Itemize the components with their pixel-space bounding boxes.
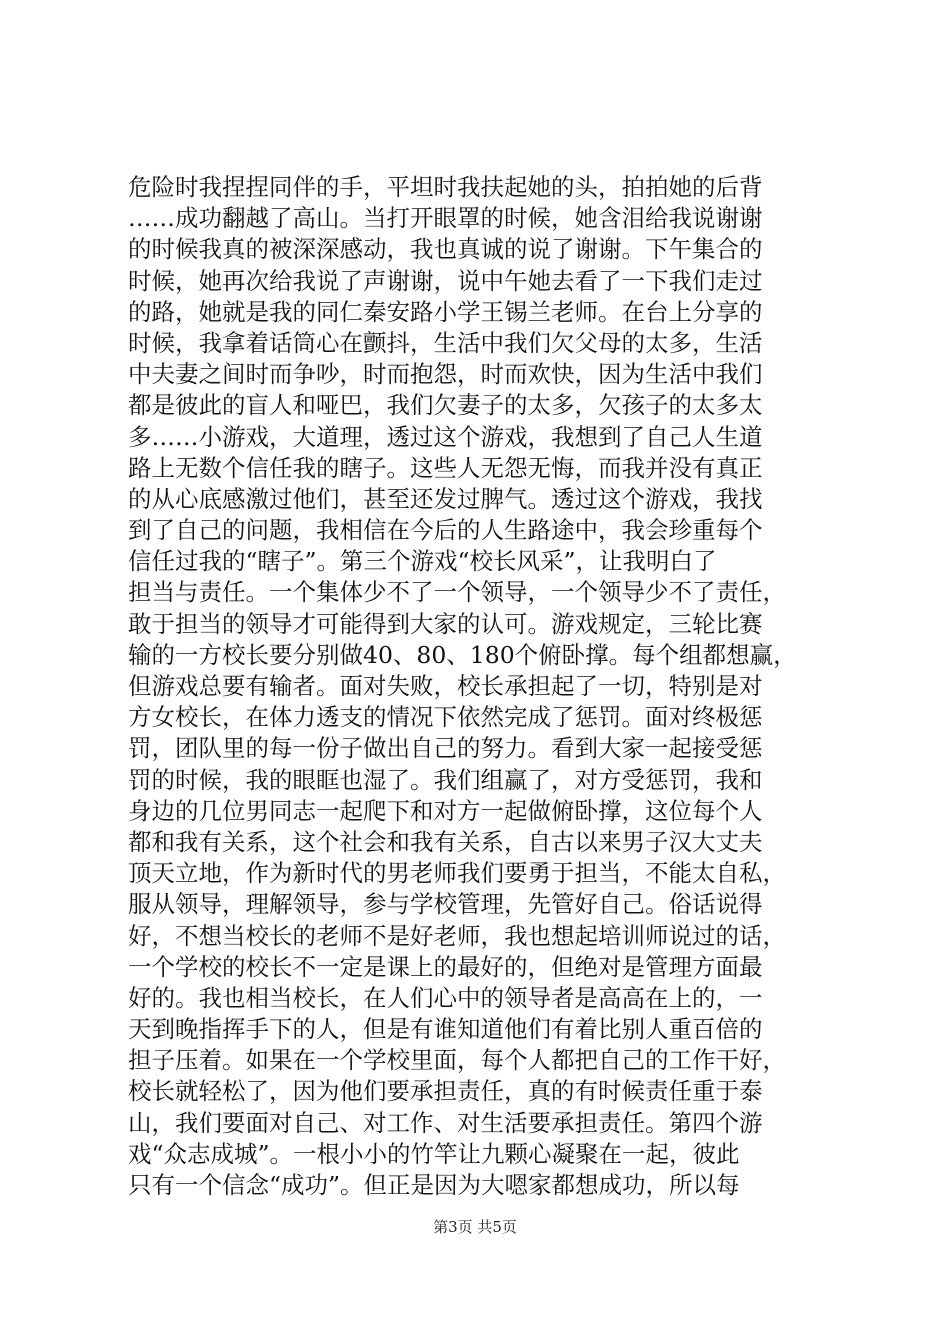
text-line: 多……小游戏，大道理，透过这个游戏，我想到了自己人生道 — [128, 422, 763, 451]
text-line: 敢于担当的领导才可能得到大家的认可。游戏规定，三轮比赛 — [128, 609, 763, 638]
text-line: 到了自己的问题，我相信在今后的人生路途中，我会珍重每个 — [128, 516, 763, 545]
text-line: 顶天立地，作为新时代的男老师我们要勇于担当，不能太自私， — [128, 859, 786, 888]
text-line: 好，不想当校长的老师不是好老师，我也想起培训师说过的话， — [128, 921, 786, 950]
text-line: 服从领导，理解领导，参与学校管理，先管好自己。俗话说得 — [128, 890, 763, 919]
text-line: 罚，团队里的每一份子做出自己的努力。看到大家一起接受惩 — [128, 734, 763, 763]
text-line: 输的一方校长要分别做40、80、180个俯卧撑。每个组都想赢， — [128, 640, 797, 669]
text-line: 时候，我拿着话筒心在颤抖，生活中我们欠父母的太多，生活 — [128, 328, 763, 357]
text-line: 的从心底感激过他们，甚至还发过脾气。透过这个游戏，我找 — [128, 484, 763, 513]
text-line: 身边的几位男同志一起爬下和对方一起做俯卧撑，这位每个人 — [128, 796, 763, 825]
text-line: 都和我有关系，这个社会和我有关系，自古以来男子汉大丈夫 — [128, 827, 763, 856]
text-line: 担子压着。如果在一个学校里面，每个人都把自己的工作干好， — [128, 1046, 786, 1075]
text-line: 天到晚指挥手下的人，但是有谁知道他们有着比别人重百倍的 — [128, 1015, 763, 1044]
text-line: 路上无数个信任我的瞎子。这些人无怨无悔，而我并没有真正 — [128, 453, 763, 482]
text-line: 但游戏总要有输者。面对失败，校长承担起了一切，特别是对 — [128, 672, 763, 700]
text-line: 中夫妻之间时而争吵，时而抱怨，时而欢快，因为生活中我们 — [128, 360, 763, 389]
text-line: 的时候我真的被深深感动，我也真诚的说了谢谢。下午集合的 — [128, 235, 763, 264]
text-line: 都是彼此的盲人和哑巴，我们欠妻子的太多，欠孩子的太多太 — [128, 391, 763, 420]
text-line: 一个学校的校长不一定是课上的最好的，但绝对是管理方面最 — [128, 952, 763, 981]
text-line: ……成功翻越了高山。当打开眼罩的时候，她含泪给我说谢谢 — [128, 204, 763, 233]
text-line: 的路，她就是我的同仁秦安路小学王锡兰老师。在台上分享的 — [128, 297, 763, 326]
text-line: 只有一个信念“成功”。但正是因为大嗯家都想成功，所以每 — [128, 1171, 740, 1199]
body-text — [128, 172, 828, 1201]
text-line: 罚的时候，我的眼眶也湿了。我们组赢了，对方受惩罚，我和 — [128, 765, 763, 794]
text-line: 信任过我的“瞎子”。第三个游戏“校长风采”，让我明白了 — [128, 547, 717, 576]
text-line: 危险时我捏捏同伴的手，平坦时我扶起她的头，拍拍她的后背 — [128, 173, 763, 201]
text-line: 时候，她再次给我说了声谢谢，说中午她去看了一下我们走过 — [128, 266, 763, 295]
text-line: 方女校长，在体力透支的情况下依然完成了惩罚。面对终极惩 — [128, 703, 763, 732]
page-footer: 第3页 共5页 — [433, 1218, 517, 1236]
text-line: 担当与责任。一个集体少不了一个领导，一个领导少不了责任， — [128, 578, 786, 607]
text-line: 好的。我也相当校长，在人们心中的领导者是高高在上的，一 — [128, 983, 763, 1012]
text-line: 戏“众志成城”。一根小小的竹竿让九颗心凝聚在一起，彼此 — [128, 1139, 740, 1168]
text-line: 校长就轻松了，因为他们要承担责任，真的有时候责任重于泰 — [128, 1077, 763, 1106]
text-line: 山，我们要面对自己、对工作、对生活要承担责任。第四个游 — [128, 1108, 763, 1137]
